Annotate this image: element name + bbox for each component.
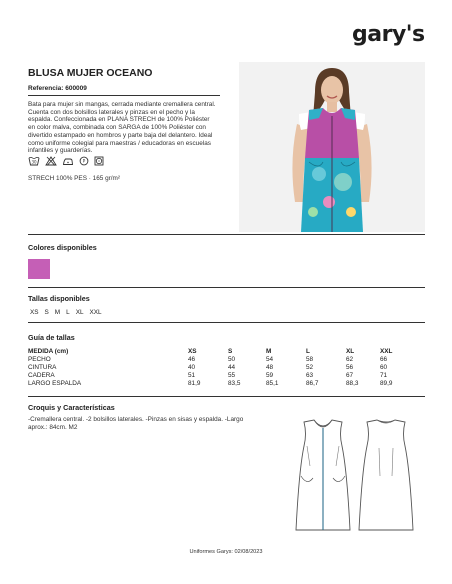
divider-colors — [28, 234, 425, 235]
table-cell: 85,1 — [266, 380, 279, 387]
no-bleach-icon — [45, 156, 57, 166]
table-cell: 66 — [380, 356, 388, 363]
table-cell: 86,7 — [306, 380, 319, 387]
table-cell: 55 — [228, 372, 236, 379]
column-header: XL — [346, 348, 355, 355]
table-cell: 59 — [266, 372, 274, 379]
garment-sketch — [287, 418, 417, 541]
svg-text:P: P — [82, 159, 86, 165]
iron-icon — [62, 156, 74, 166]
column-header: XS — [188, 348, 197, 355]
table-cell: 58 — [306, 356, 314, 363]
title-divider — [28, 95, 220, 96]
size-option[interactable]: M — [54, 309, 61, 316]
column-header: MEDIDA (cm) — [28, 348, 69, 355]
sketch-description: -Cremallera central. -2 bolsillos laterales. -Pinzas en sisas y espalda. -Largo aprox.: 84cm. M2 — [28, 416, 244, 431]
table-row — [28, 356, 410, 364]
table-row — [28, 372, 410, 380]
colors-heading: Colores disponibles — [28, 243, 97, 252]
product-description: Bata para mujer sin mangas, cerrada mediante cremallera central. Cuenta con dos bolsillos laterales y pinzas en el pecho y la espalda. Confeccionada en PLANA STRECH de 100% Poliéster en color malva, combinada con SARGA de 100% Poliéster con divertido estampado en hombros y parte baja del delantero. Ideal como uniforme colegial para maestras / educadoras en escuelas infantiles y guarderías. — [28, 101, 216, 155]
sizes-heading: Tallas disponibles — [28, 294, 90, 303]
table-cell: 40 — [188, 364, 196, 371]
product-title: BLUSA MUJER OCEANO — [28, 67, 153, 79]
table-cell: 63 — [306, 372, 314, 379]
size-option[interactable]: XXL — [89, 309, 102, 316]
size-option[interactable]: L — [66, 309, 70, 316]
table-cell: 88,3 — [346, 380, 359, 387]
table-cell: PECHO — [28, 356, 51, 363]
table-cell: 81,9 — [188, 380, 201, 387]
table-cell: 71 — [380, 372, 388, 379]
table-cell: 54 — [266, 356, 274, 363]
table-cell: 52 — [306, 364, 314, 371]
table-cell: 50 — [228, 356, 236, 363]
product-photo — [239, 62, 425, 232]
table-cell: 48 — [266, 364, 274, 371]
table-cell: LARGO ESPALDA — [28, 380, 82, 387]
table-cell: CADERA — [28, 372, 55, 379]
divider-size-guide — [28, 322, 425, 323]
column-header: XXL — [380, 348, 393, 355]
table-cell: 51 — [188, 372, 196, 379]
table-cell: 46 — [188, 356, 196, 363]
size-option[interactable]: S — [44, 309, 49, 316]
table-cell: 62 — [346, 356, 354, 363]
size-option[interactable]: XS — [30, 309, 39, 316]
dry-clean-icon — [79, 156, 89, 166]
column-header: M — [266, 348, 272, 355]
table-cell: CINTURA — [28, 364, 57, 371]
table-row — [28, 364, 410, 372]
table-cell: 60 — [380, 364, 388, 371]
column-header: L — [306, 348, 310, 355]
product-reference: Referencia: 600009 — [28, 85, 87, 92]
brand-logo: gary's — [352, 22, 425, 47]
tumble-dry-icon — [94, 156, 104, 166]
sketch-heading: Croquis y Características — [28, 403, 115, 412]
table-cell: 44 — [228, 364, 236, 371]
divider-sketch — [28, 396, 425, 397]
table-cell: 83,5 — [228, 380, 241, 387]
table-row — [28, 380, 410, 388]
table-cell: 67 — [346, 372, 354, 379]
size-list — [30, 309, 102, 316]
table-header-row — [28, 348, 410, 356]
column-header: S — [228, 348, 233, 355]
table-cell: 89,9 — [380, 380, 393, 387]
size-guide-heading: Guía de tallas — [28, 333, 75, 342]
table-cell: 56 — [346, 364, 354, 371]
fabric-composition: STRECH 100% PES · 165 gr/m² — [28, 175, 120, 182]
color-swatch-malva[interactable] — [28, 259, 50, 279]
divider-sizes — [28, 287, 425, 288]
svg-text:30: 30 — [31, 159, 37, 165]
care-icons — [28, 156, 104, 166]
size-option[interactable]: XL — [75, 309, 84, 316]
wash-30-icon — [28, 156, 40, 166]
size-guide-table — [28, 348, 410, 388]
footer-text: Uniformes Garys: 02/08/2023 — [189, 549, 263, 555]
